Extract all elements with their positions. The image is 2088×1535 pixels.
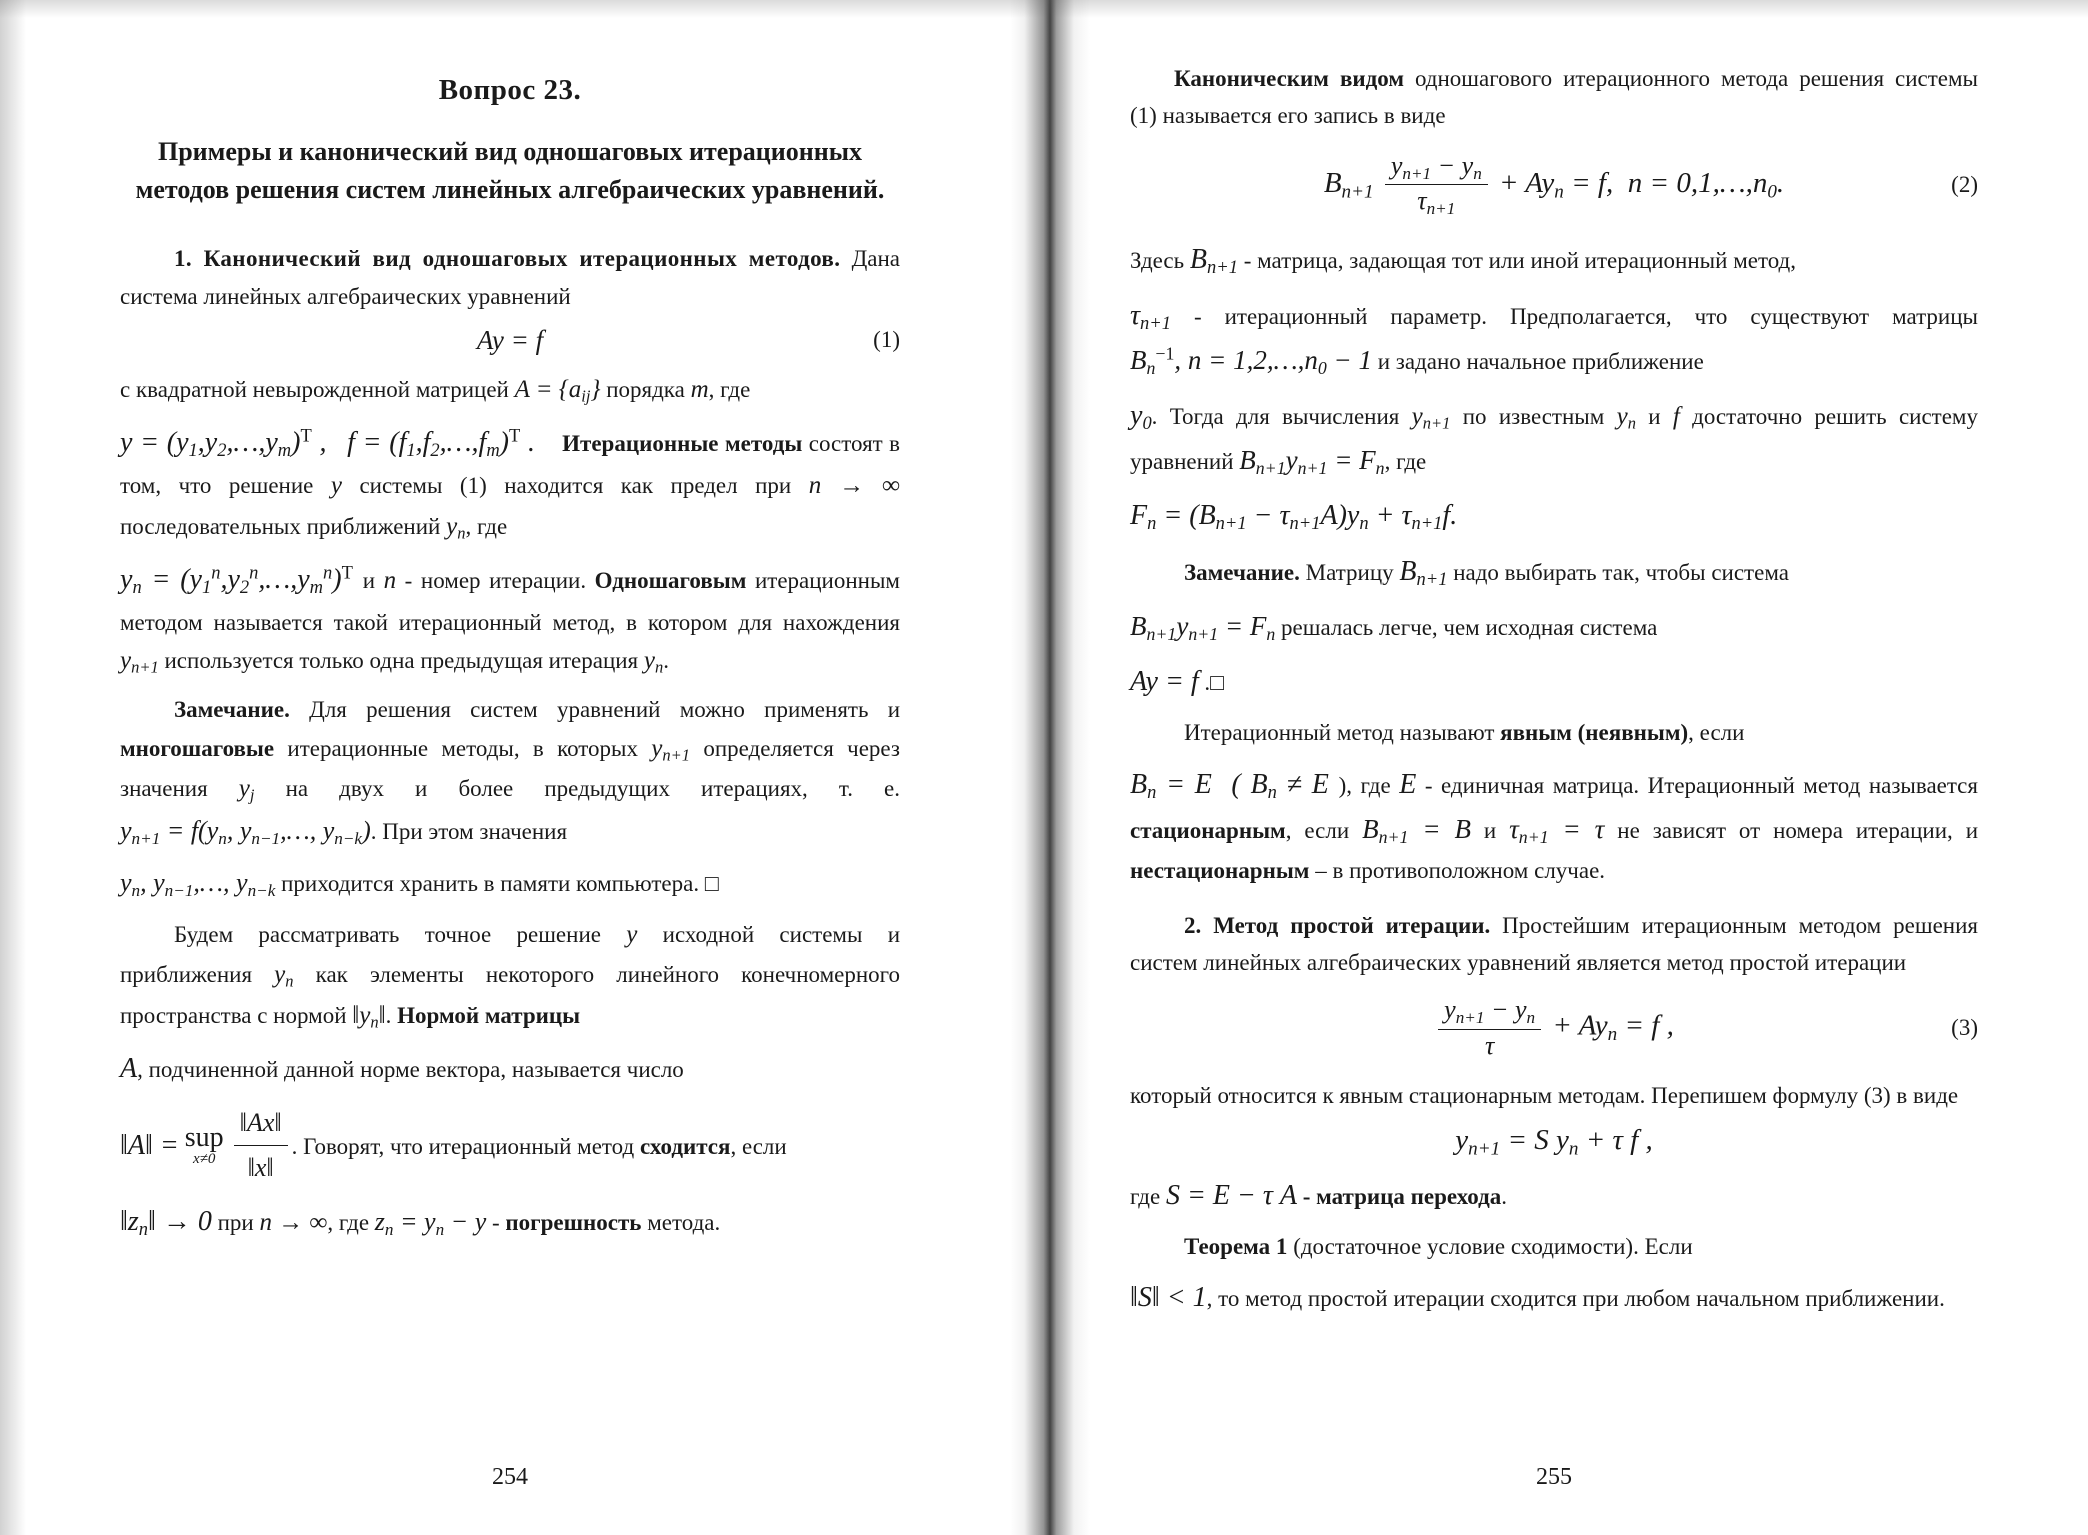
stationary-condition-B: $B_{n+1} = B$	[1362, 813, 1471, 847]
explicit-text-b: , если	[1688, 720, 1745, 746]
multistep-equation: $y_{n+1} = f(y_n$, $y_{n-1},\dots$, $y_{n-k}$)	[120, 815, 371, 848]
compute-and: и	[1635, 404, 1673, 430]
matrix-text-c: , где	[708, 376, 751, 402]
left-page	[0, 0, 1020, 1535]
matrix-text-b: порядка	[600, 376, 691, 402]
remark-heading-left: Замечание.	[174, 697, 290, 723]
paragraph-explicit	[1130, 714, 1978, 751]
paragraph-theorem-condition	[1130, 1275, 1978, 1320]
iteration-parameter-tau: $\tau_{n+1}$	[1130, 300, 1171, 334]
paragraph-exact-solution	[120, 915, 900, 1037]
transition-matrix-formula: S = E − τ A	[1165, 1179, 1297, 1211]
paragraph-error	[120, 1199, 900, 1245]
paragraph-sup-definition	[120, 1102, 900, 1189]
exact-text-d: .	[385, 1002, 398, 1028]
equation-3-body: $\frac{y_{n+1} - y_n}{\tau}$ + $Ay_n = f$ ,	[1434, 995, 1674, 1061]
remark-text-5: . При этом значения	[370, 818, 568, 844]
onestep-text: итерационным методом называется такой итерационный метод, в котором для нахождения	[120, 568, 900, 635]
exact-text-c: как элементы некоторого линейного конечномерного пространства с нормой	[120, 962, 900, 1028]
equation-3-number: (3)	[1951, 1015, 1978, 1041]
theorem-text: (достаточное условие сходимости). Если	[1287, 1234, 1693, 1260]
vector-f-def: $f = (f_1,f_2,\dots,f_m)^T$ .	[347, 425, 543, 461]
theorem-heading: Теорема 1	[1184, 1234, 1288, 1260]
order-m: m	[690, 375, 709, 403]
onestep-bold: Одношаговым	[594, 568, 747, 594]
canonical-form-text: одношагового итерационного метода решения системы (1) называется его запись в виде	[1130, 66, 1978, 129]
compute-f: f	[1672, 403, 1680, 431]
rewrite-text: который относится к явным стационарным методам. Перепишем формулу (3) в виде	[1130, 1083, 1959, 1109]
section2-text: Простейшим итерационным методом решения систем линейных алгебраических уравнений является метод простой итерации	[1130, 912, 1978, 976]
approximations-text: последовательных приближений	[120, 513, 447, 539]
transition-period: .	[1501, 1183, 1508, 1209]
remark-matrix-B: $B_{n+1}$	[1399, 556, 1448, 590]
iteration-number-n: n	[383, 567, 397, 595]
solution-y: y	[330, 472, 342, 500]
matrix-text-a: с квадратной невырожденной матрицей	[120, 376, 515, 402]
limit-expression: n → ∞	[808, 472, 900, 500]
paragraph-matrix-norm	[120, 1046, 900, 1091]
error-limit: $‖z_n‖ \to 0$	[120, 1205, 212, 1239]
norm-yn: $‖y_n‖$	[352, 1001, 386, 1032]
here-text: Здесь	[1130, 248, 1190, 274]
explicit-text-c: ), где	[1338, 772, 1400, 798]
paragraph-remark-system	[1130, 605, 1978, 649]
error-limit-n: n → ∞	[259, 1208, 328, 1236]
remark-heading-right: Замечание.	[1184, 560, 1300, 586]
prev-iterate-yn: $y_n$	[643, 646, 664, 677]
converges-bold: сходится	[639, 1133, 731, 1159]
paragraph-explicit-condition	[1130, 762, 1978, 889]
next-iterate-yn1: $y_{n+1}$	[120, 646, 159, 677]
paragraph-here-B	[1130, 237, 1978, 283]
stationary-condition-tau: $\tau_{n+1} = \tau$	[1509, 813, 1605, 847]
compute-yn1: $y_{n+1}$	[1411, 403, 1451, 433]
theorem-norm-condition: ‖S‖ < 1	[1130, 1282, 1207, 1314]
paragraph-remark-left	[120, 691, 900, 852]
error-text-a: при	[211, 1209, 260, 1235]
paragraph-vectors	[120, 420, 900, 547]
remark-yj: $y_j$	[238, 775, 255, 805]
subject-title: Примеры и канонический вид одношаговых итерационных методов решения систем линейных алгебраических уравнений.	[135, 137, 885, 204]
equation-2-number: (2)	[1951, 171, 1978, 197]
remark-right-text-2: надо выбирать так, чтобы система	[1447, 560, 1789, 586]
compute-yn: $y_n$	[1616, 403, 1636, 433]
error-definition: $z_n = y_n - y$	[374, 1206, 487, 1239]
equation-1-number: (1)	[873, 327, 900, 353]
iterative-methods-text: состоят в том, что решение	[120, 431, 901, 499]
equation-1	[120, 325, 900, 356]
equation-2	[1130, 151, 1978, 220]
right-page	[1020, 0, 2088, 1535]
limit-text: системы (1) находится как предел при	[341, 473, 809, 499]
compute-text: . Тогда для вычисления	[1151, 404, 1412, 430]
iteration-number-text: - номер итерации.	[396, 568, 595, 594]
exact-y: y	[626, 920, 638, 948]
paragraph-compute	[1130, 393, 1978, 483]
paragraph-canonical	[1130, 60, 1978, 135]
multistep-bold: многошаговые	[120, 735, 275, 761]
remark-right-text: Матрицу	[1299, 560, 1400, 586]
equation-4-body: $y_{n+1} = S$ $y_n + \tau$ f ,	[1455, 1124, 1653, 1160]
remark-text-2: итерационные методы, в которых	[274, 735, 652, 761]
exact-text-b: исходной системы и приближения	[120, 921, 901, 988]
remark-yn1: $y_{n+1}$	[651, 734, 691, 765]
error-text-d: метода.	[641, 1209, 721, 1235]
Fn-definition: $F_n = (B_{n+1} - \tau_{n+1}A)y_n + \tau_{n+1}f$.	[1130, 500, 1458, 534]
conj-and: и	[362, 568, 384, 594]
theorem-text-2: , то метод простой итерации сходится при любом начальном приближении.	[1206, 1286, 1945, 1312]
matrix-symbol: $A = \{a_{ij}\}$	[514, 375, 601, 406]
explicit-text-g: не зависят от номера итерации, и	[1604, 817, 1978, 843]
section2-heading: 2. Метод простой итерации.	[1184, 912, 1491, 938]
page-number-left: 254	[492, 1464, 528, 1490]
initial-approximation-y0: $y_0$	[1130, 400, 1152, 434]
matrix-norm-bold: Нормой матрицы	[397, 1002, 581, 1028]
where-text: , где	[465, 513, 508, 539]
paragraph-theorem	[1130, 1228, 1978, 1265]
converge-text: . Говорят, что итерационный метод	[291, 1133, 640, 1159]
matrix-norm-formula: ‖A‖ = sup x≠0 $\frac{‖Ax‖}{‖x‖}$	[120, 1102, 292, 1189]
equation-1-body: Ay = f	[476, 324, 544, 355]
paragraph-Ayf: Ay = f .□	[1130, 666, 1225, 698]
paragraph-matrix	[120, 370, 900, 411]
period: .	[663, 647, 669, 673]
where-label: где	[1130, 1183, 1166, 1209]
compute-where: , где	[1384, 449, 1427, 475]
approx-yn: $y_n$	[274, 961, 294, 991]
memory-text: приходится хранить в памяти компьютера.	[275, 871, 705, 897]
paragraph-memory: $y_n$, $y_{n-1},\dots$, $y_{n-k}$ приходится хранить в памяти компьютера. □	[120, 868, 719, 900]
stored-sequence: $y_n$, $y_{n-1},\dots$, $y_{n-k}$	[120, 868, 276, 900]
equation-4	[1130, 1124, 1978, 1160]
identity-matrix-E: E	[1399, 768, 1417, 800]
inverse-matrices: $B_n^{-1}$, $n = 1,2,\dots,n_0 - 1$	[1130, 344, 1372, 379]
tau-text-2: и задано начальное приближение	[1371, 349, 1704, 375]
remark-text-3: определяется через значения	[120, 735, 900, 802]
matrix-A: A	[120, 1053, 138, 1085]
explicit-and: и	[1470, 817, 1510, 843]
original-system: Ay = f	[1130, 666, 1199, 698]
nonstationary-bold: нестационарным	[1130, 857, 1310, 883]
remark-text-4: на двух и более предыдущих итерациях, т. е.	[254, 776, 900, 802]
explicit-text: Итерационный метод называют	[1184, 720, 1501, 746]
section1-text: Дана система линейных алгебраических уравнений	[120, 246, 900, 309]
system-equation: $B_{n+1}y_{n+1} = F_n$	[1239, 445, 1385, 479]
matrix-norm-text: , подчиненной данной норме вектора, называется число	[137, 1057, 684, 1083]
paragraph-tau	[1130, 293, 1978, 383]
vector-yn-components: $y_n$ = $(y_1^n,y_2^n,\dots,y_m^n)^T$	[120, 562, 353, 598]
vector-y-def: $y = (y_1,y_2,\dots,y_m)^T$ ,	[120, 425, 335, 461]
paragraph-onestep	[120, 557, 900, 681]
remark-right-text-3: решалась легче, чем исходная система	[1275, 615, 1658, 641]
explicit-bold: явным (неявным)	[1500, 720, 1689, 746]
error-bold: погрешность	[505, 1209, 642, 1235]
remark-text-1: Для решения систем уравнений можно применять и	[289, 697, 900, 723]
paragraph-remark-right	[1130, 549, 1978, 595]
explicit-condition: $B_n = E$ ( $B_n \ne E$	[1130, 768, 1339, 802]
error-text-b: , где	[327, 1209, 375, 1235]
exact-text-a: Будем рассматривать точное решение	[174, 921, 627, 947]
equation-3	[1130, 995, 1978, 1061]
explicit-text-h: – в противоположном случае.	[1309, 857, 1606, 883]
paragraph-transition-matrix	[1130, 1173, 1978, 1218]
converge-tail: , если	[730, 1133, 787, 1159]
compute-text-3: достаточно решить систему уравнений	[1130, 404, 1978, 475]
explicit-text-d: - единичная матрица. Итерационный метод называется	[1416, 772, 1978, 798]
paragraph-rewrite	[1130, 1077, 1978, 1114]
iterative-methods-bold: Итерационные методы	[562, 431, 803, 457]
onestep-text2: используется только одна предыдущая итерация	[158, 647, 644, 673]
here-text-b: - матрица, задающая тот или иной итерационный метод,	[1237, 248, 1796, 274]
stationary-bold: стационарным	[1130, 817, 1286, 843]
page-title: Вопрос 23.	[438, 74, 582, 106]
matrix-Bn1: $B_{n+1}$	[1189, 244, 1238, 278]
compute-text-2: по известным	[1450, 404, 1617, 430]
tau-text: - итерационный параметр. Предполагается, что существуют матрицы	[1170, 304, 1978, 330]
approximation-yn: $y_n$	[446, 512, 466, 543]
paragraph-section1	[120, 240, 900, 315]
error-text-c: -	[486, 1209, 506, 1235]
paragraph-section2	[1130, 907, 1978, 982]
page-number-right: 255	[1536, 1464, 1572, 1490]
canonical-form-bold: Каноническим видом	[1174, 66, 1404, 91]
explicit-text-e: , если	[1285, 817, 1363, 843]
transition-matrix-bold: - матрица перехода	[1296, 1183, 1502, 1209]
paragraph-Fn	[1130, 493, 1978, 539]
equation-2-body: $B_{n+1}$ $\frac{y_{n+1} - y_n}{\tau_{n+1}}$ + $Ay_n = f$, $n = 0,1,\dots,n_0$.	[1323, 150, 1785, 219]
section1-heading: 1. Канонический вид одношаговых итерационных методов.	[174, 246, 841, 272]
remark-system-equation: $B_{n+1}y_{n+1} = F_n$	[1130, 611, 1276, 645]
